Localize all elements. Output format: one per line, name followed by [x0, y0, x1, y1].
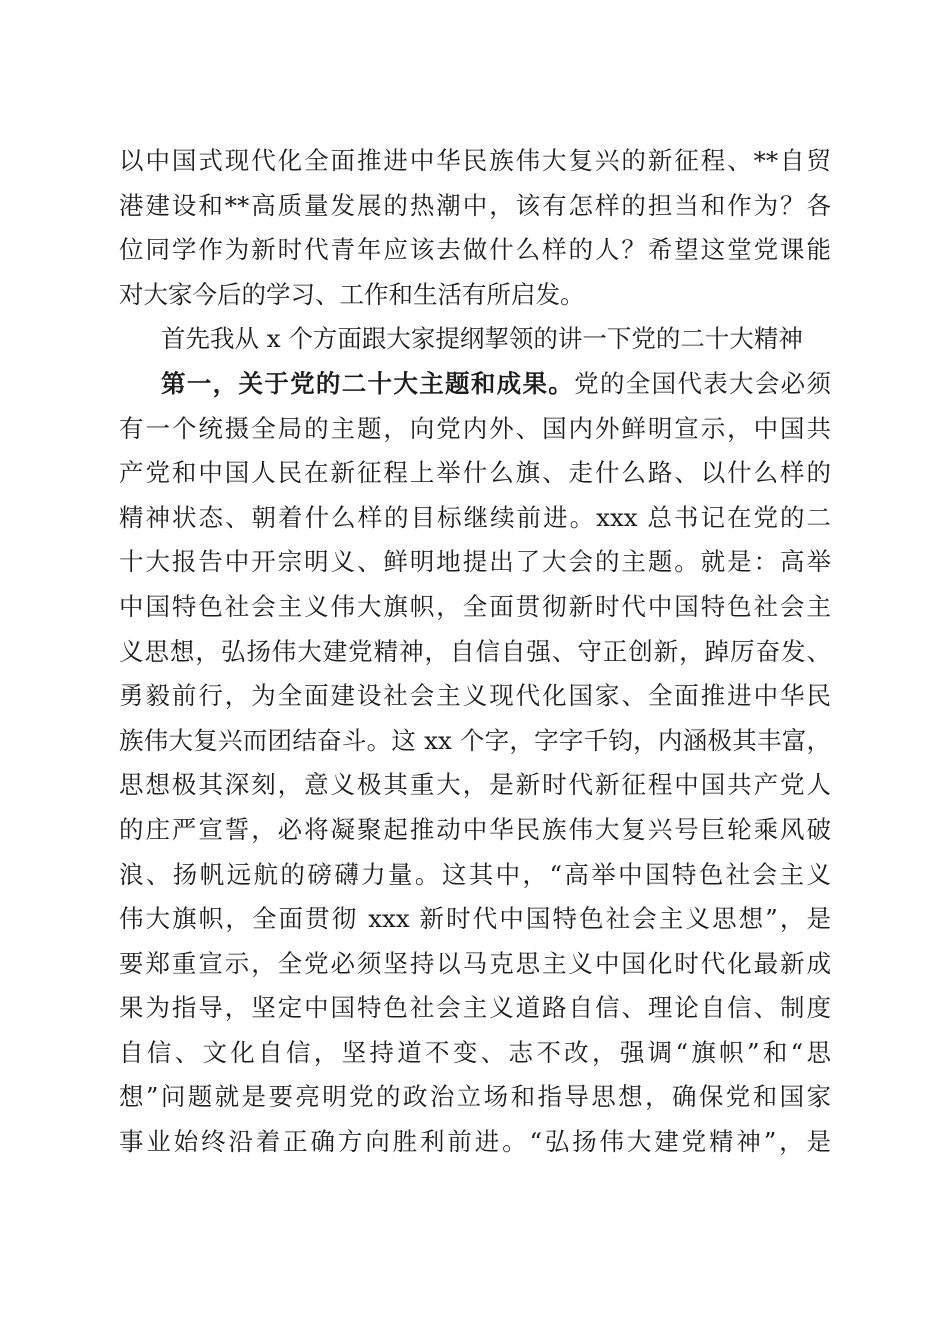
text-line: 港建设和**高质量发展的热潮中，该有怎样的担当和作为？各: [119, 190, 831, 220]
text-line: 精神状态、朝着什么样的目标继续前进。xxx 总书记在党的二: [119, 502, 831, 532]
text-line: 果为指导，坚定中国特色社会主义道路自信、理论自信、制度: [119, 993, 831, 1023]
text-line: 要郑重宣示，全党必须坚持以马克思主义中国化时代化最新成: [119, 948, 831, 978]
document-body: [119, 139, 831, 1165]
text-line: 对大家今后的学习、工作和生活有所启发。: [119, 279, 585, 309]
text-line: 义思想，弘扬伟大建党精神，自信自强、守正创新，踔厉奋发、: [119, 636, 831, 666]
text-line: 产党和中国人民在新征程上举什么旗、走什么路、以什么样的: [119, 458, 831, 488]
text-line: 伟大旗帜，全面贯彻 xxx 新时代中国特色社会主义思想”，是: [119, 904, 831, 934]
text-line: [119, 362, 831, 407]
section-one-paragraph: [119, 362, 831, 1165]
intro-paragraph: [119, 139, 831, 317]
text-line: 有一个统摄全局的主题，向党内外、国内外鲜明宣示，中国共: [119, 413, 831, 443]
text-line: 族伟大复兴而团结奋斗。这 xx 个字，字字千钧，内涵极其丰富，: [119, 725, 831, 755]
text-line: 十大报告中开宗明义、鲜明地提出了大会的主题。就是：高举: [119, 547, 831, 577]
text-line: 以中国式现代化全面推进中华民族伟大复兴的新征程、**自贸: [119, 146, 831, 175]
text-line: 中国特色社会主义伟大旗帜，全面贯彻新时代中国特色社会主: [119, 591, 831, 621]
text-line: 思想极其深刻，意义极其重大，是新时代新征程中国共产党人: [119, 770, 831, 800]
text-line: 浪、扬帆远航的磅礴力量。这其中，“高举中国特色社会主义: [119, 859, 831, 889]
text-line: 首先我从 x 个方面跟大家提纲挈领的讲一下党的二十大精神: [161, 324, 803, 354]
section-heading-continuation: 党的全国代表大会必须: [574, 368, 832, 398]
overview-paragraph: [119, 317, 831, 362]
text-line: 勇毅前行，为全面建设社会主义现代化国家、全面推进中华民: [119, 681, 831, 711]
text-line: 想”问题就是要亮明党的政治立场和指导思想，确保党和国家: [119, 1082, 831, 1112]
text-line: 位同学作为新时代青年应该去做什么样的人？希望这堂党课能: [119, 235, 831, 265]
text-line: 的庄严宣誓，必将凝聚起推动中华民族伟大复兴号巨轮乘风破: [119, 814, 831, 844]
section-heading: 第一，关于党的二十大主题和成果。: [161, 368, 575, 398]
text-line: 事业始终沿着正确方向胜利前进。“弘扬伟大建党精神”，是: [119, 1127, 831, 1157]
text-line: 自信、文化自信，坚持道不变、志不改，强调“旗帜”和“思: [119, 1037, 831, 1067]
